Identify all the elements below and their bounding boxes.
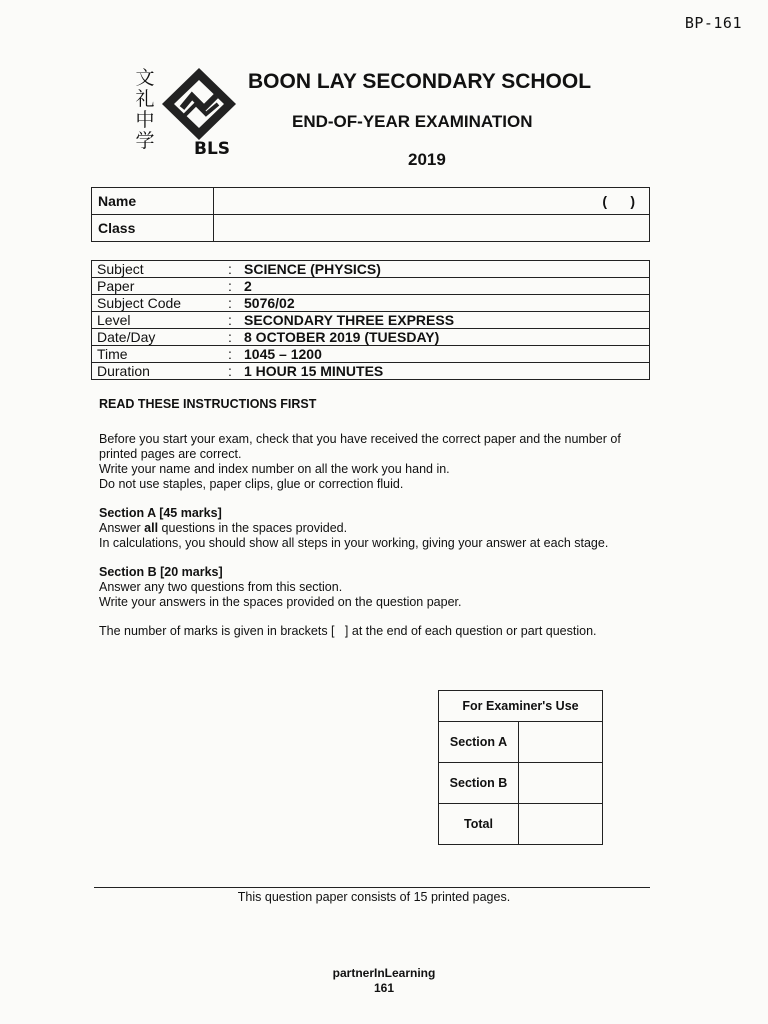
info-row [92,329,650,346]
info-value: 8 OCTOBER 2019 (TUESDAY) [236,329,650,346]
info-row [92,312,650,329]
instructions-heading: READ THESE INSTRUCTIONS FIRST [99,397,317,411]
exam-title: END-OF-YEAR EXAMINATION [292,112,533,131]
class-label: Class [92,215,214,242]
info-colon: : [224,312,236,329]
chinese-char: 礼 [135,88,155,110]
candidate-table [91,187,650,242]
name-label: Name [92,188,214,215]
logo-text: BLS [194,139,231,156]
examiner-use-table [438,690,603,845]
info-colon: : [224,346,236,363]
info-value: 1045 – 1200 [236,346,650,363]
chinese-char: 中 [135,109,155,131]
instruction-line: Answer any two questions from this section. [99,580,343,594]
info-row [92,261,650,278]
class-row [92,215,650,242]
examiner-row-label: Section B [439,763,519,804]
examiner-header: For Examiner's Use [439,691,603,722]
info-key: Time [92,346,225,363]
info-row [92,346,650,363]
section-a-instructions [99,506,659,551]
examiner-row-label: Section A [439,722,519,763]
name-row [92,188,650,215]
marks-note [99,624,659,639]
instruction-line: In calculations, you should show all steps in your working, giving your answer at each stage. [99,536,609,550]
section-a-title: Section A [45 marks] [99,506,222,520]
pages-note [0,890,768,904]
info-colon: : [224,295,236,312]
info-value: 2 [236,278,650,295]
instruction-line: Do not use staples, paper clips, glue or correction fluid. [99,477,404,491]
info-key: Paper [92,278,225,295]
info-row [92,363,650,380]
section-a-score-cell[interactable] [519,722,603,763]
document-code: BP-161 [684,14,742,32]
general-instructions [99,432,659,492]
section-b-instructions [99,565,659,610]
chinese-char: 文 [135,67,155,89]
info-value: 1 HOUR 15 MINUTES [236,363,650,380]
info-key: Date/Day [92,329,225,346]
info-value: 5076/02 [236,295,650,312]
instructions [99,397,659,653]
instruction-line: Write your name and index number on all the work you hand in. [99,462,450,476]
info-colon: : [224,363,236,380]
pages-note-text: This question paper consists of 15 printed pages. [237,890,511,904]
exam-year: 2019 [408,150,446,169]
paper-info-table [91,260,650,380]
instruction-line: Write your answers in the spaces provided on the question paper. [99,595,462,609]
info-row [92,295,650,312]
footer-line1: partnerInLearning [332,966,436,980]
info-row [92,278,650,295]
info-key: Duration [92,363,225,380]
divider [94,887,650,888]
info-key: Subject [92,261,225,278]
school-chinese-name [133,68,157,152]
info-colon: : [224,329,236,346]
school-crest-icon [160,66,238,156]
class-field[interactable] [214,215,650,242]
info-value: SECONDARY THREE EXPRESS [236,312,650,329]
instruction-text: questions in the spaces provided. [158,521,348,535]
instruction-text: Answer [99,521,145,535]
info-value: SCIENCE (PHYSICS) [236,261,650,278]
section-b-title: Section B [20 marks] [99,565,223,579]
examiner-row-label: Total [439,804,519,845]
info-colon: : [224,261,236,278]
section-b-score-cell[interactable] [519,763,603,804]
name-field[interactable] [214,188,650,215]
school-name: BOON LAY SECONDARY SCHOOL [248,70,592,93]
chinese-char: 学 [135,130,155,152]
info-colon: : [224,278,236,295]
footer-line2: 161 [373,981,395,995]
footer [0,966,768,996]
instruction-line: Before you start your exam, check that you have received the correct paper and the number of printed pages are correct. [99,432,621,461]
index-brackets: ( ) [602,193,635,209]
info-key: Subject Code [92,295,225,312]
marks-note-text: The number of marks is given in brackets [ ] at the end of each question or part question. [99,624,597,638]
total-score-cell[interactable] [519,804,603,845]
instruction-emphasis: all [144,521,159,535]
info-key: Level [92,312,225,329]
